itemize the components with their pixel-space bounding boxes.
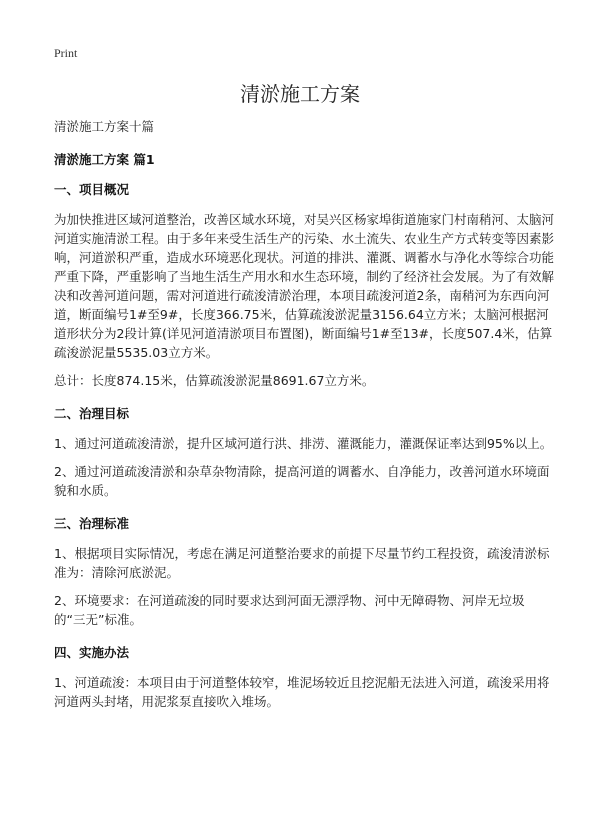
- document-subtitle: 清淤施工方案十篇: [54, 119, 155, 134]
- paragraph: 1、河道疏浚：本项目由于河道整体较窄，堆泥场较近且挖泥船无法进入河道，疏浚采用将河道两头封堵，用泥浆泵直接吹入堆场。: [54, 675, 550, 709]
- paragraph: 1、根据项目实际情况，考虑在满足河道整治要求的前提下尽量节约工程投资，疏浚清淤标准为：清除河底淤泥。: [54, 546, 550, 580]
- document-body: [54, 117, 554, 711]
- paragraph: 为加快推进区域河道整治，改善区域水环境，对吴兴区杨家埠街道施家门村南稍河、太脑河河道实施清淤工程。由于多年来受生活生产的污染、水土流失、农业生产方式转变等因素影响，河道淤积严重，造成水环境恶化现状。河道的排洪、灌溉、调蓄水与净化水等综合功能严重下降，严重影响了当地生活生产用水和水生态环境，制约了经济社会发展。为了有效解决和改善河道问题，需对河道进行疏浚清淤治理，本项目疏浚河道2条，南稍河为东西向河道，断面编号1#至9#，长度366.75米，估算疏浚淤泥量3156.64立方米；太脑河根据河道形状分为2段计算(详见河道清淤项目布置图)，断面编号1#至13#，长度507.4米，估算疏浚淤泥量5535.03立方米。: [54, 212, 555, 360]
- paragraph: 2、环境要求：在河道疏浚的同时要求达到河面无漂浮物、河中无障碍物、河岸无垃圾的“三无”标准。: [54, 593, 525, 627]
- document-title: 清淤施工方案: [240, 82, 360, 106]
- paragraph: 1、通过河道疏浚清淤，提升区域河道行洪、排涝、灌溉能力，灌溉保证率达到95%以上。: [54, 436, 553, 451]
- paragraph: 总计：长度874.15米，估算疏浚淤泥量8691.67立方米。: [54, 373, 375, 388]
- print-label: Print: [54, 46, 78, 60]
- section-heading: 一、项目概况: [54, 182, 130, 197]
- section-heading: 三、治理标准: [54, 516, 130, 531]
- section-heading: 四、实施办法: [54, 645, 130, 660]
- paragraph: 2、通过河道疏浚清淤和杂草杂物清除，提高河道的调蓄水、自净能力，改善河道水环境面貌和水质。: [54, 464, 550, 498]
- section-heading: 二、治理目标: [54, 406, 130, 421]
- article-title: 清淤施工方案 篇1: [54, 152, 155, 167]
